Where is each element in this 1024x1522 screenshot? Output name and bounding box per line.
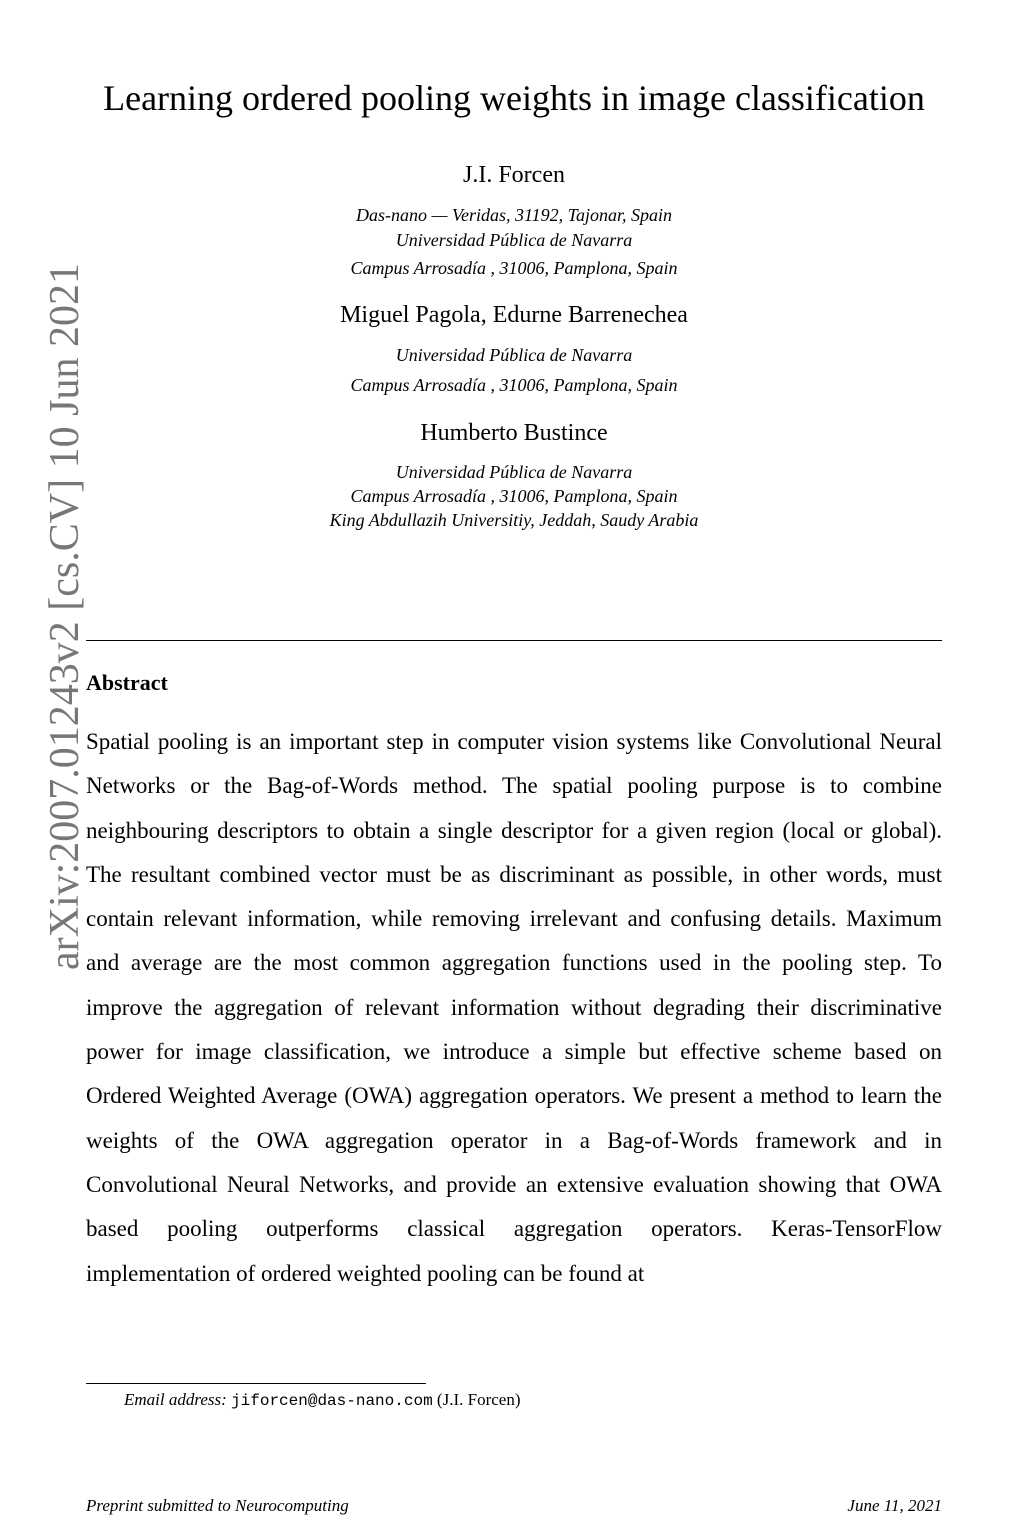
author-affiliation: Universidad Pública de Navarra <box>395 462 633 482</box>
abstract-heading: Abstract <box>86 670 168 695</box>
author-affiliation: Campus Arrosadía , 31006, Pamplona, Spain <box>350 375 678 395</box>
footnote-email: jiforcen@das-nano.com <box>231 1392 433 1410</box>
paper-title: Learning ordered pooling weights in image classification <box>103 78 925 118</box>
arxiv-stamp: arXiv:2007.01243v2 [cs.CV] 10 Jun 2021 <box>42 263 88 970</box>
abstract-text: Spatial pooling is an important step in computer vision systems like Convolutional Neural Networks or the Bag-of-Words method. The spatial pooling purpose is to combine neighbouring descriptors to obtain a single descriptor for a given region (local or global). The resultant combined vector must be as discriminant as possible, in other words, must contain relevant information, while removing irrelevant and confusing details. Maximum and average are the most common aggregation functions used in the pooling step. To improve the aggregation of relevant information without degrading their discriminative power for image classification, we introduce a simple but effective scheme based on Ordered Weighted Average (OWA) aggregation operators. We present a method to learn the weights of the OWA aggregation operator in a Bag-of-Words framework and in Convolutional Neural Networks, and provide an extensive evaluation showing that OWA based pooling outperforms classical aggregation operators. Keras-TensorFlow implementation of ordered weighted pooling can be found at <box>86 729 942 1286</box>
author-name: Miguel Pagola, Edurne Barrenechea <box>340 302 688 328</box>
author-affiliation: Campus Arrosadía , 31006, Pamplona, Spain <box>350 258 678 278</box>
author-affiliation: Campus Arrosadía , 31006, Pamplona, Spain <box>350 486 678 506</box>
footnote-label: Email address: <box>124 1390 227 1409</box>
author-affiliation: Universidad Pública de Navarra <box>395 345 633 365</box>
header-divider <box>86 640 942 641</box>
footer-preprint: Preprint submitted to Neurocomputing <box>86 1496 349 1515</box>
author-name: J.I. Forcen <box>463 162 565 188</box>
footnote-owner: (J.I. Forcen) <box>436 1390 521 1409</box>
author-name: Humberto Bustince <box>420 420 608 446</box>
footnote-divider <box>86 1383 426 1384</box>
footer-date: June 11, 2021 <box>847 1496 942 1515</box>
author-affiliation: King Abdullazih Universitiy, Jeddah, Saudy Arabia <box>329 510 699 530</box>
footnote <box>124 1386 520 1415</box>
author-affiliation: Universidad Pública de Navarra <box>395 230 633 250</box>
author-affiliation: Das-nano — Veridas, 31192, Tajonar, Spain <box>355 205 673 225</box>
